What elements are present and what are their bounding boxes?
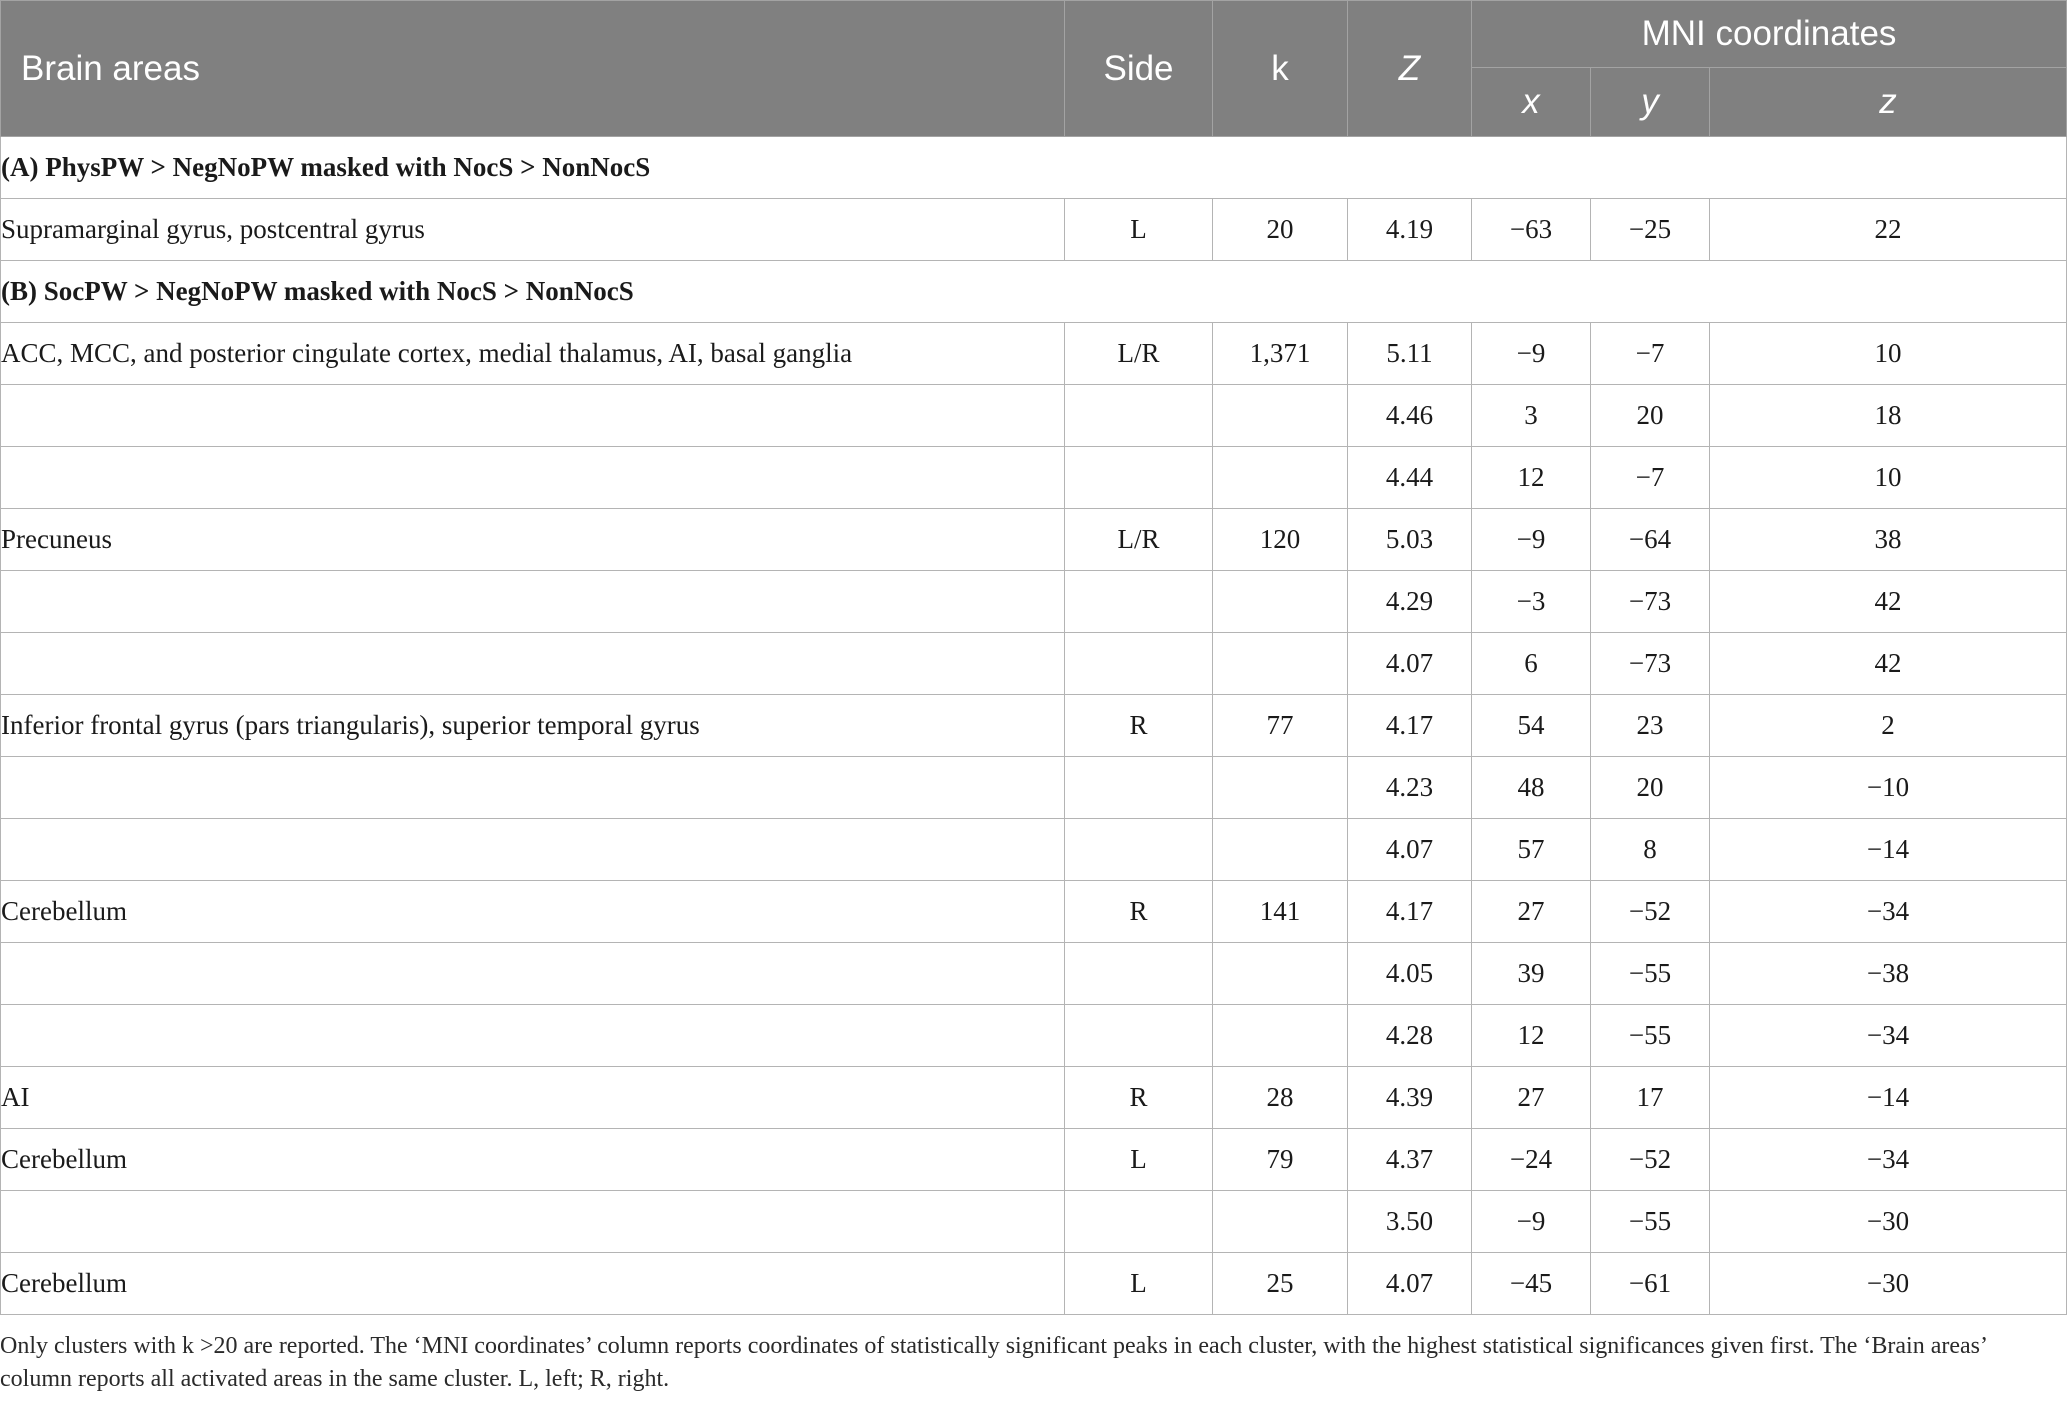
cell-side [1065, 943, 1213, 1005]
section-title: (B) SocPW > NegNoPW masked with NocS > NonNocS [1, 261, 2067, 323]
cell-side: R [1065, 1067, 1213, 1129]
cell-side [1065, 819, 1213, 881]
cell-brain-area [1, 819, 1065, 881]
cell-x: 48 [1472, 757, 1591, 819]
cell-brain-area [1, 1191, 1065, 1253]
table-row [1, 1005, 2067, 1067]
cell-y: 17 [1591, 1067, 1710, 1129]
cell-z-score: 4.37 [1348, 1129, 1472, 1191]
cell-z-score: 4.07 [1348, 633, 1472, 695]
table-row [1, 695, 2067, 757]
section-row [1, 261, 2067, 323]
header-side: Side [1065, 1, 1213, 137]
cell-y: 8 [1591, 819, 1710, 881]
cell-side [1065, 1191, 1213, 1253]
table-row [1, 1253, 2067, 1315]
cell-z-score: 5.11 [1348, 323, 1472, 385]
header-brain-areas: Brain areas [1, 1, 1065, 137]
cell-k [1213, 943, 1348, 1005]
cell-brain-area: ACC, MCC, and posterior cingulate cortex, medial thalamus, AI, basal ganglia [1, 323, 1065, 385]
cell-brain-area: Precuneus [1, 509, 1065, 571]
cell-brain-area [1, 571, 1065, 633]
cell-k [1213, 1191, 1348, 1253]
cell-k [1213, 633, 1348, 695]
cell-brain-area [1, 633, 1065, 695]
cell-brain-area: Cerebellum [1, 1129, 1065, 1191]
cell-brain-area: Supramarginal gyrus, postcentral gyrus [1, 199, 1065, 261]
cell-z-score: 3.50 [1348, 1191, 1472, 1253]
table-row [1, 633, 2067, 695]
table-row [1, 385, 2067, 447]
cell-z-score: 4.29 [1348, 571, 1472, 633]
cell-x: −9 [1472, 1191, 1591, 1253]
cell-side [1065, 633, 1213, 695]
cell-brain-area: Cerebellum [1, 1253, 1065, 1315]
cell-z: 22 [1710, 199, 2067, 261]
cell-z-score: 4.28 [1348, 1005, 1472, 1067]
cell-k: 25 [1213, 1253, 1348, 1315]
table-row [1, 819, 2067, 881]
cell-y: −55 [1591, 943, 1710, 1005]
cell-z: −34 [1710, 1005, 2067, 1067]
cell-side: L [1065, 1129, 1213, 1191]
cell-x: −63 [1472, 199, 1591, 261]
cell-x: −24 [1472, 1129, 1591, 1191]
cell-x: 12 [1472, 447, 1591, 509]
cell-z: 42 [1710, 633, 2067, 695]
cell-y: 20 [1591, 757, 1710, 819]
cell-k [1213, 819, 1348, 881]
cell-z-score: 4.17 [1348, 695, 1472, 757]
table-row [1, 509, 2067, 571]
section-title: (A) PhysPW > NegNoPW masked with NocS > NonNocS [1, 137, 2067, 199]
cell-x: 39 [1472, 943, 1591, 1005]
cell-y: 23 [1591, 695, 1710, 757]
table-row [1, 447, 2067, 509]
cell-brain-area [1, 385, 1065, 447]
cell-y: −73 [1591, 633, 1710, 695]
cell-brain-area [1, 943, 1065, 1005]
cell-k: 77 [1213, 695, 1348, 757]
cell-z: 10 [1710, 323, 2067, 385]
cell-side [1065, 385, 1213, 447]
cell-z: 42 [1710, 571, 2067, 633]
cell-z: −34 [1710, 1129, 2067, 1191]
cell-x: 57 [1472, 819, 1591, 881]
cell-z-score: 4.44 [1348, 447, 1472, 509]
cell-k: 20 [1213, 199, 1348, 261]
cell-z-score: 4.07 [1348, 1253, 1472, 1315]
cell-y: −25 [1591, 199, 1710, 261]
cell-side [1065, 571, 1213, 633]
cell-x: 12 [1472, 1005, 1591, 1067]
cell-z: −14 [1710, 819, 2067, 881]
cell-k: 141 [1213, 881, 1348, 943]
table-row [1, 881, 2067, 943]
table-row [1, 757, 2067, 819]
header-k: k [1213, 1, 1348, 137]
cell-brain-area: AI [1, 1067, 1065, 1129]
cell-z: −38 [1710, 943, 2067, 1005]
cell-side: L/R [1065, 509, 1213, 571]
cell-z-score: 4.39 [1348, 1067, 1472, 1129]
cell-y: −61 [1591, 1253, 1710, 1315]
cell-z-score: 4.17 [1348, 881, 1472, 943]
cell-y: −55 [1591, 1191, 1710, 1253]
cell-y: −73 [1591, 571, 1710, 633]
header-x: x [1472, 68, 1591, 137]
cell-z: −14 [1710, 1067, 2067, 1129]
cell-side: L/R [1065, 323, 1213, 385]
cell-brain-area [1, 447, 1065, 509]
cell-y: −55 [1591, 1005, 1710, 1067]
cell-k [1213, 447, 1348, 509]
cell-k [1213, 1005, 1348, 1067]
cell-z: 2 [1710, 695, 2067, 757]
cell-x: −45 [1472, 1253, 1591, 1315]
cell-z: −30 [1710, 1253, 2067, 1315]
cell-y: −52 [1591, 881, 1710, 943]
table-row [1, 1129, 2067, 1191]
cell-z: −10 [1710, 757, 2067, 819]
cell-z-score: 4.05 [1348, 943, 1472, 1005]
cell-z-score: 4.07 [1348, 819, 1472, 881]
cell-side: R [1065, 695, 1213, 757]
cell-z-score: 4.23 [1348, 757, 1472, 819]
table-row [1, 571, 2067, 633]
table-row [1, 199, 2067, 261]
cell-z-score: 5.03 [1348, 509, 1472, 571]
cell-x: 27 [1472, 881, 1591, 943]
cell-y: −52 [1591, 1129, 1710, 1191]
cell-brain-area [1, 757, 1065, 819]
cell-k [1213, 757, 1348, 819]
cell-k: 120 [1213, 509, 1348, 571]
cell-x: 27 [1472, 1067, 1591, 1129]
cell-y: −7 [1591, 447, 1710, 509]
cell-side [1065, 757, 1213, 819]
cell-x: 3 [1472, 385, 1591, 447]
table-row [1, 1191, 2067, 1253]
cell-z: 18 [1710, 385, 2067, 447]
table-row [1, 943, 2067, 1005]
cell-z: 38 [1710, 509, 2067, 571]
table-row [1, 323, 2067, 385]
header-mni-coordinates: MNI coordinates [1472, 1, 2067, 68]
cell-k: 1,371 [1213, 323, 1348, 385]
table-header [1, 1, 2067, 137]
cell-x: 6 [1472, 633, 1591, 695]
cell-x: −9 [1472, 323, 1591, 385]
cell-k: 79 [1213, 1129, 1348, 1191]
cell-y: −7 [1591, 323, 1710, 385]
cell-x: −3 [1472, 571, 1591, 633]
cell-k [1213, 385, 1348, 447]
table-footnote: Only clusters with k >20 are reported. The ‘MNI coordinates’ column reports coordinates of statistically significant peaks in each cluster, with the highest statistical significances given first. The ‘Brain areas’ column reports all activated areas in the same cluster. L, left; R, right. [0, 1333, 1987, 1392]
cell-z: −30 [1710, 1191, 2067, 1253]
cell-x: 54 [1472, 695, 1591, 757]
header-y: y [1591, 68, 1710, 137]
cell-x: −9 [1472, 509, 1591, 571]
cell-side: L [1065, 199, 1213, 261]
cell-side: L [1065, 1253, 1213, 1315]
table-body [1, 137, 2067, 1315]
cell-k [1213, 571, 1348, 633]
cell-y: −64 [1591, 509, 1710, 571]
cell-brain-area [1, 1005, 1065, 1067]
cell-z: −34 [1710, 881, 2067, 943]
cell-z-score: 4.46 [1348, 385, 1472, 447]
cell-k: 28 [1213, 1067, 1348, 1129]
cell-side [1065, 1005, 1213, 1067]
cell-side: R [1065, 881, 1213, 943]
cell-z-score: 4.19 [1348, 199, 1472, 261]
cell-z: 10 [1710, 447, 2067, 509]
header-z: z [1710, 68, 2067, 137]
cell-side [1065, 447, 1213, 509]
cell-y: 20 [1591, 385, 1710, 447]
header-z-score: Z [1348, 1, 1472, 137]
cell-brain-area: Inferior frontal gyrus (pars triangularis), superior temporal gyrus [1, 695, 1065, 757]
table-row [1, 1067, 2067, 1129]
section-row [1, 137, 2067, 199]
cell-brain-area: Cerebellum [1, 881, 1065, 943]
